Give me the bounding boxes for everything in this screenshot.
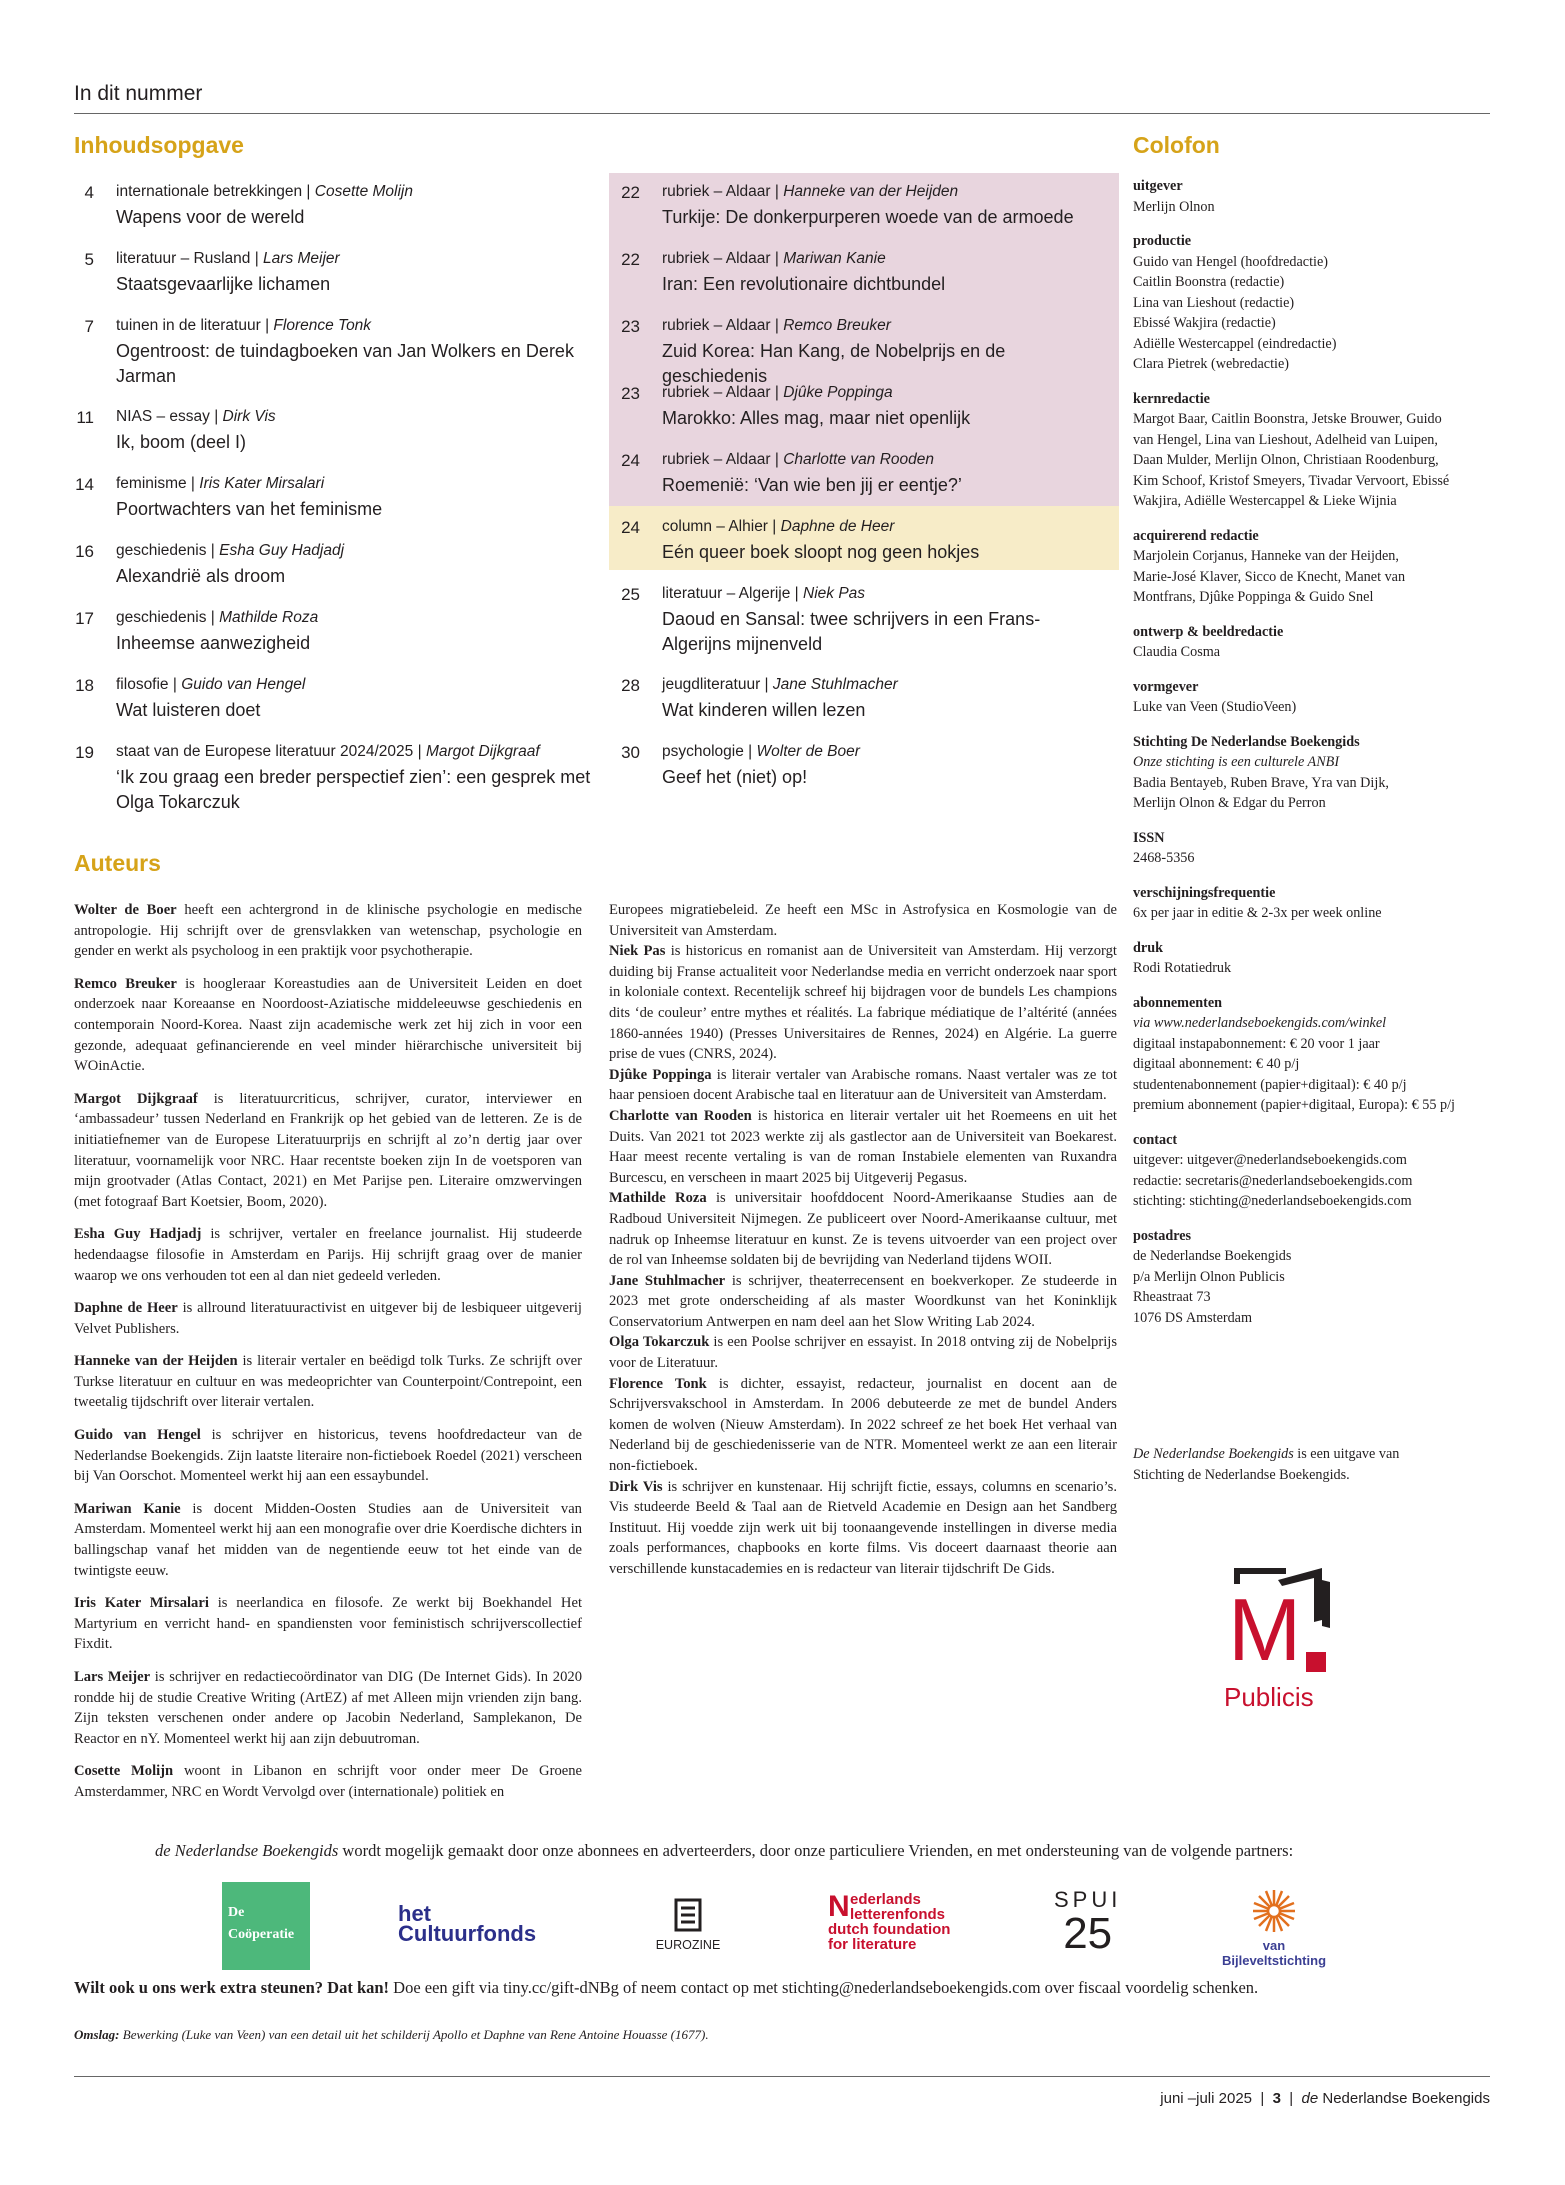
author-name: Daphne de Heer bbox=[74, 1300, 178, 1317]
colofon-line: digitaal abonnement: € 40 p/j bbox=[1133, 1056, 1300, 1072]
colofon-heading-item: abonnementen bbox=[1133, 994, 1223, 1011]
letterenfonds-logo: N ederlands letterenfonds dutch foundation for literature bbox=[828, 1890, 951, 1953]
colofon-heading-item: ontwerp & beeldredactie bbox=[1133, 623, 1284, 640]
spui25-logo: SPUI 25 bbox=[1054, 1887, 1122, 1958]
toc-author: Jane Stuhlmacher bbox=[772, 676, 898, 693]
toc-author: Dirk Vis bbox=[222, 408, 276, 425]
logo-letter: M bbox=[1228, 1580, 1302, 1679]
colofon-line: Kim Schoof, Kristof Smeyers, Tivadar Vervoort, Ebissé bbox=[1133, 472, 1450, 489]
toc-author: Wolter de Boer bbox=[756, 743, 860, 760]
author-name: Hanneke van der Heijden bbox=[74, 1353, 238, 1370]
authors-heading: Auteurs bbox=[74, 850, 161, 876]
toc-category: filosofie | bbox=[116, 676, 182, 693]
toc-page-number: 24 bbox=[621, 518, 640, 537]
author-bio bbox=[609, 1374, 1117, 1477]
colofon-line: de Nederlandse Boekengids bbox=[1133, 1248, 1292, 1264]
toc-page-number: 17 bbox=[75, 609, 94, 628]
toc-meta bbox=[116, 183, 413, 201]
toc-title: Ogentroost: de tuindagboeken van Jan Wolkers en Derek Jarman bbox=[116, 341, 574, 386]
colofon-line: Merlijn Olnon & Edgar du Perron bbox=[1133, 795, 1326, 811]
author-bio bbox=[609, 1188, 1117, 1270]
author-name: Jane Stuhlmacher bbox=[609, 1272, 726, 1289]
cover-credit: Omslag: Bewerking (Luke van Veen) van een detail uit het schilderij Apollo et Daphne van Rene Antoine Houasse (1677). bbox=[74, 2027, 709, 2042]
toc-title: Wapens voor de wereld bbox=[116, 207, 305, 227]
toc-page-number: 18 bbox=[75, 676, 94, 695]
author-name: Remco Breuker bbox=[74, 975, 177, 992]
toc-author: Lars Meijer bbox=[263, 250, 340, 267]
colofon bbox=[1133, 176, 1493, 1328]
author-name: Iris Kater Mirsalari bbox=[74, 1595, 209, 1612]
author-name: Dirk Vis bbox=[609, 1478, 663, 1495]
toc-author: Cosette Molijn bbox=[314, 183, 413, 200]
author-name: Niek Pas bbox=[609, 943, 666, 960]
toc-author: Niek Pas bbox=[803, 585, 866, 602]
toc-page-number: 25 bbox=[621, 585, 640, 604]
toc-title: Iran: Een revolutionaire dichtbundel bbox=[662, 274, 946, 294]
colofon-line: van Hengel, Lina van Lieshout, Adelheid van Luipen, bbox=[1133, 431, 1438, 448]
eurozine-logo: EUROZINE bbox=[648, 1898, 728, 1952]
colofon-heading-item: contact bbox=[1133, 1131, 1178, 1148]
toc-category: rubriek – Aldaar | bbox=[662, 451, 784, 468]
toc-title: Poortwachters van het feminisme bbox=[116, 499, 383, 519]
author-bio bbox=[74, 1667, 582, 1749]
toc-meta bbox=[116, 609, 318, 627]
toc-page-number: 22 bbox=[621, 183, 640, 202]
author-name: Wolter de Boer bbox=[74, 902, 177, 918]
colofon-heading: Colofon bbox=[1133, 132, 1220, 158]
toc-author: Djûke Poppinga bbox=[783, 384, 893, 401]
author-text: is universitair hoofddocent Noord-Amerikaanse Studies aan de Radboud Universiteit Nijmegen. Ze publiceert over Noord-Amerikaanse cultuur, met nadruk op Inheemse literatuur en kunst. Ze is tevens uitvoerder van een project over de rol van Inheemse soldaten bij de bevrijding van Nederland tijdens WOII. bbox=[609, 1190, 1117, 1269]
colofon-line: Caitlin Boonstra (redactie) bbox=[1133, 274, 1285, 290]
toc-page-number: 5 bbox=[84, 250, 94, 269]
colofon-line: premium abonnement (papier+digitaal, Europa): € 55 p/j bbox=[1133, 1097, 1456, 1113]
toc-meta bbox=[662, 317, 891, 335]
toc-meta bbox=[116, 250, 340, 268]
colofon-line: Claudia Cosma bbox=[1133, 644, 1221, 660]
toc-page-number: 24 bbox=[621, 451, 640, 470]
toc-title: Geef het (niet) op! bbox=[662, 767, 808, 787]
cultuurfonds-logo: het Cultuurfonds bbox=[398, 1901, 537, 1946]
toc-title: ‘Ik zou graag een breder perspectief zien’: een gesprek met Olga Tokarczuk bbox=[116, 767, 591, 812]
toc-author: Charlotte van Rooden bbox=[783, 451, 934, 468]
author-bio bbox=[609, 1106, 1117, 1188]
toc-category: rubriek – Aldaar | bbox=[662, 317, 784, 334]
toc-meta bbox=[662, 743, 860, 761]
author-text: is docent Midden-Oosten Studies aan de Universiteit van Amsterdam. Momenteel werkt hij aan een monografie over drie Koerdische dichters in ballingschap vanaf het midden van de negentiende eeuw tot het einde van de twintigste eeuw. bbox=[74, 1500, 582, 1579]
toc-author: Iris Kater Mirsalari bbox=[199, 475, 325, 492]
colofon-line: Rodi Rotatiedruk bbox=[1133, 960, 1232, 976]
section-label: In dit nummer bbox=[74, 82, 203, 105]
toc-category: rubriek – Aldaar | bbox=[662, 183, 784, 200]
toc-title: Marokko: Alles mag, maar niet openlijk bbox=[662, 408, 971, 428]
author-text: is schrijver en historicus, tevens hoofdredacteur van de Nederlandse Boekengids. Zijn laatste literaire non-fictieboek Roedel (2021) verscheen bij Van Oorschot. Momenteel werkt hij aan een essaybundel. bbox=[74, 1427, 583, 1485]
colofon-heading-item: vormgever bbox=[1133, 678, 1199, 695]
colofon-line: Guido van Hengel (hoofdredactie) bbox=[1133, 253, 1329, 270]
toc-page-number: 23 bbox=[621, 384, 640, 403]
author-name: Guido van Hengel bbox=[74, 1427, 201, 1444]
colofon-line: redactie: secretaris@nederlandseboekengids.com bbox=[1133, 1172, 1413, 1189]
toc-page-number: 30 bbox=[621, 743, 640, 762]
toc-title: Zuid Korea: Han Kang, de Nobelprijs en de geschiedenis bbox=[662, 341, 1006, 386]
toc-category: literatuur – Rusland | bbox=[116, 250, 264, 267]
colofon-heading-item: uitgever bbox=[1133, 178, 1183, 194]
toc-author: Margot Dijkgraaf bbox=[425, 743, 540, 760]
colofon-heading-item: postadres bbox=[1133, 1227, 1192, 1244]
author-bio bbox=[609, 941, 1117, 1065]
author-text: is literair vertaler van Arabische romans. Naast vertaler was ze tot haar pensioen docent Arabische taal en literatuur aan de Universiteit van Amsterdam. bbox=[609, 1066, 1118, 1104]
toc-right-column bbox=[614, 183, 1114, 823]
toc-meta bbox=[116, 743, 540, 761]
colofon-line: Merlijn Olnon bbox=[1133, 198, 1215, 215]
author-text: is schrijver, vertaler en freelance journalist. Hij studeerde hedendaagse filosofie in Amsterdam en Parijs. Hij schrijft graag over de manier waarop we ons verhouden tot een al dan niet gedeeld verleden. bbox=[74, 1226, 583, 1284]
colofon-line: Luke van Veen (StudioVeen) bbox=[1133, 699, 1297, 715]
author-bio bbox=[609, 1065, 1117, 1106]
author-bio bbox=[74, 1593, 582, 1655]
colofon-heading-item: verschijningsfrequentie bbox=[1133, 884, 1276, 901]
author-text: is historicus en romanist aan de Universiteit van Amsterdam. Hij verzorgt duiding bij Franse actualiteit voor Nederlandse media en verricht onderzoek naar sport in koloniale context. Recentelijk schreef hij bijdragen voor de bundels Les champions dits ‘de couleur’ entre mythes et réalités. La fabrique médiatique de l’altérité (années 1860-années 1940) (Presses Universitaires de Rennes, 2024) en Algérie. La guerre prise de vues (CNRS, 2024). bbox=[609, 943, 1117, 1063]
author-name: Olga Tokarczuk bbox=[609, 1334, 710, 1351]
author-name: Djûke Poppinga bbox=[609, 1066, 712, 1083]
toc-page-number: 16 bbox=[75, 542, 94, 561]
author-text: is neerlandica en filosofe. Ze werkt bij Boekhandel Het Martyrium en verricht hand- en spandiensten voor feministisch schrijverscollectief Fixdit. bbox=[74, 1595, 582, 1653]
colofon-line: Marjolein Corjanus, Hanneke van der Heijden, bbox=[1133, 548, 1399, 564]
colofon-line: Daan Mulder, Merlijn Olnon, Christiaan Roodenburg, bbox=[1133, 452, 1439, 468]
colofon-line: 6x per jaar in editie & 2-3x per week online bbox=[1133, 905, 1382, 921]
author-name: Mathilde Roza bbox=[609, 1190, 707, 1207]
page-footer: juni –juli 2025 | 3 | de Nederlandse Boekengids bbox=[1160, 2090, 1490, 2107]
toc-author: Mariwan Kanie bbox=[783, 250, 886, 267]
colofon-line: digitaal instapabonnement: € 20 voor 1 jaar bbox=[1133, 1035, 1380, 1052]
author-name: Mariwan Kanie bbox=[74, 1500, 181, 1517]
toc-page-number: 19 bbox=[75, 743, 94, 762]
colofon-line: stichting: stichting@nederlandseboekengids.com bbox=[1133, 1193, 1412, 1209]
colofon-line: Margot Baar, Caitlin Boonstra, Jetske Brouwer, Guido bbox=[1133, 411, 1442, 427]
toc-page-number: 23 bbox=[621, 317, 640, 336]
author-text: is schrijver, theaterrecensent en boekverkoper. Ze studeerde in 2023 met grote onderscheiding af als master Woordkunst van het Koninklijk Conservatorium Antwerpen en nam deel aan het Slow Writing Lab 2024. bbox=[609, 1272, 1117, 1330]
cooperatie-logo: De Coöperatie bbox=[222, 1882, 310, 1970]
author-text: is schrijver en kunstenaar. Hij schrijft fictie, essays, columns en scenario’s. Vis studeerde Beeld & Taal aan de Rietveld Academie en Design aan het Sandberg Instituut. Hij voedde zijn werk uit bij toonaangevende instellingen in diverse media zoals performances, chapbooks en korte films. Vis doceert daarnaast theorie aan verschillende kunstacademies en is redacteur van literair tijdschrift De Gids. bbox=[609, 1478, 1117, 1577]
colofon-heading-item: ISSN bbox=[1133, 829, 1165, 846]
eurozine-icon bbox=[671, 1898, 705, 1932]
toc-page-number: 22 bbox=[621, 250, 640, 269]
publicis-logo bbox=[1226, 1560, 1336, 1720]
colofon-line: p/a Merlijn Olnon Publicis bbox=[1133, 1268, 1285, 1285]
toc-meta bbox=[116, 317, 371, 335]
author-bio bbox=[74, 1499, 582, 1581]
toc-title: Ik, boom (deel I) bbox=[116, 432, 247, 452]
author-bio bbox=[74, 900, 582, 962]
logo-word: Publicis bbox=[1224, 1682, 1314, 1712]
colofon-heading-item: Stichting De Nederlandse Boekengids bbox=[1133, 733, 1360, 750]
toc-title: Staatsgevaarlijke lichamen bbox=[116, 274, 331, 294]
toc-author: Hanneke van der Heijden bbox=[783, 183, 959, 200]
toc-category: jeugdliteratuur | bbox=[662, 676, 773, 693]
toc-author: Daphne de Heer bbox=[780, 518, 895, 535]
toc-author: Florence Tonk bbox=[273, 317, 372, 334]
author-name: Lars Meijer bbox=[74, 1669, 151, 1685]
author-bio bbox=[609, 1271, 1117, 1333]
author-bio bbox=[74, 1425, 582, 1487]
toc-meta bbox=[662, 250, 886, 268]
toc-category: rubriek – Aldaar | bbox=[662, 384, 784, 401]
toc-page-number: 28 bbox=[621, 676, 640, 695]
author-name: Margot Dijkgraaf bbox=[74, 1090, 198, 1107]
toc-title: Wat kinderen willen lezen bbox=[662, 700, 866, 720]
author-name: Esha Guy Hadjadj bbox=[74, 1226, 202, 1243]
toc-title: Eén queer boek sloopt nog geen hokjes bbox=[662, 542, 980, 562]
author-text: is literatuurcriticus, schrijver, curator, interviewer en ‘ambassadeur’ tussen Nederland en Frankrijk op het gebied van de letteren. Ze is de initiatiefnemer van de Europese Literatuurprijs en schrijft al zo’n dertig jaar over literatuur, voornamelijk voor NRC. Haar recentste boeken zijn In de voetsporen van mijn grootvader (Atlas Contact, 2021) en Met Parijse pen. Literaire omzwervingen (met fotograaf Bart Koetsier, Boom, 2020). bbox=[74, 1090, 582, 1210]
toc-author: Guido van Hengel bbox=[181, 676, 306, 693]
authors-col1 bbox=[74, 900, 582, 1815]
colofon-line: Montfrans, Djûke Poppinga & Guido Snel bbox=[1133, 589, 1374, 605]
toc-meta bbox=[116, 408, 276, 426]
toc-category: NIAS – essay | bbox=[116, 408, 223, 425]
author-text: heeft een achtergrond in de klinische psychologie en medische antropologie. Hij schrijft over de grensvlakken van wetenschap, psychologie en gender en werkt als psycholoog in een praktijk voor psychotherapie. bbox=[74, 902, 582, 960]
colofon-line: Lina van Lieshout (redactie) bbox=[1133, 294, 1295, 311]
colofon-line: Marie-José Klaver, Sicco de Knecht, Manet van bbox=[1133, 568, 1406, 585]
author-bio bbox=[74, 1089, 582, 1213]
author-text: is dichter, essayist, redacteur, journalist en docent aan de Schrijversvakschool in Amsterdam. In 2006 debuteerde ze met de bundel Anders komen de wolven (Nieuw Amsterdam). In 2022 schreef ze het boek Het verhaal van Nederland bij de geschiedenisserie van de NTR. Momenteel werkt ze aan een literair non-fictieboek. bbox=[609, 1375, 1117, 1475]
author-bio bbox=[74, 1224, 582, 1286]
author-bio bbox=[74, 1761, 582, 1802]
author-text: woont in Libanon en schrijft voor onder meer De Groene Amsterdammer, NRC en Wordt Vervolgd over (internationale) politiek en bbox=[74, 1763, 582, 1800]
toc-category: staat van de Europese literatuur 2024/2025 | bbox=[116, 743, 426, 760]
support-line: Wilt ook u ons werk extra steunen? Dat kan! Doe een gift via tiny.cc/gift-dNBg of neem contact op met stichting@nederlandseboekengids.com over fiscaal voordelig schenken. bbox=[74, 1978, 1259, 1997]
toc-meta bbox=[116, 542, 344, 560]
author-bio bbox=[609, 900, 1117, 941]
toc-author: Mathilde Roza bbox=[219, 609, 319, 626]
colofon-line: studentenabonnement (papier+digitaal): € 40 p/j bbox=[1133, 1076, 1407, 1093]
author-bio bbox=[74, 974, 582, 1077]
authors-col2 bbox=[609, 900, 1117, 1580]
colofon-line: Badia Bentayeb, Ruben Brave, Yra van Dijk, bbox=[1133, 774, 1389, 791]
toc-category: column – Alhier | bbox=[662, 518, 781, 535]
colofon-line: 2468-5356 bbox=[1133, 850, 1195, 866]
colofon-note: De Nederlandse Boekengids is een uitgave van Stichting de Nederlandse Boekengids. bbox=[1133, 1446, 1400, 1483]
toc-title: Roemenië: ‘Van wie ben jij er eentje?’ bbox=[662, 475, 962, 495]
toc-meta bbox=[662, 451, 934, 469]
colofon-line: uitgever: uitgever@nederlandseboekengids.com bbox=[1133, 1152, 1407, 1168]
toc-meta bbox=[662, 676, 898, 694]
colofon-line: 1076 DS Amsterdam bbox=[1133, 1309, 1253, 1326]
toc-meta bbox=[116, 676, 305, 694]
footer-rule bbox=[74, 2076, 1490, 2077]
toc-page-number: 14 bbox=[75, 475, 94, 494]
colofon-line: Clara Pietrek (webredactie) bbox=[1133, 356, 1289, 372]
bijveltstichting-logo: van Bijleveltstichting bbox=[1212, 1886, 1336, 1968]
author-name: Cosette Molijn bbox=[74, 1763, 174, 1780]
toc-category: rubriek – Aldaar | bbox=[662, 250, 784, 267]
author-name: Florence Tonk bbox=[609, 1375, 707, 1392]
starburst-icon bbox=[1249, 1886, 1299, 1936]
colofon-italic-line: Onze stichting is een culturele ANBI bbox=[1133, 754, 1340, 770]
colofon-line: Wakjira, Adiëlle Westercappel & Lieke Wijnia bbox=[1133, 493, 1397, 509]
colofon-line: Ebissé Wakjira (redactie) bbox=[1133, 315, 1276, 331]
toc-category: internationale betrekkingen | bbox=[116, 183, 315, 200]
author-name: Charlotte van Rooden bbox=[609, 1107, 752, 1124]
author-text: Europees migratiebeleid. Ze heeft een MSc in Astrofysica en Kosmologie van de Universiteit van Amsterdam. bbox=[609, 902, 1117, 939]
toc-title: Turkije: De donkerpurperen woede van de armoede bbox=[662, 207, 1074, 227]
toc-author: Remco Breuker bbox=[783, 317, 891, 334]
toc-meta bbox=[662, 183, 958, 201]
colofon-italic-line: via www.nederlandseboekengids.com/winkel bbox=[1133, 1015, 1387, 1031]
toc-meta bbox=[662, 585, 865, 603]
author-bio bbox=[74, 1298, 582, 1339]
colofon-heading-item: acquirerend redactie bbox=[1133, 527, 1259, 544]
author-bio bbox=[74, 1351, 582, 1413]
toc-category: tuinen in de literatuur | bbox=[116, 317, 274, 334]
toc-page-number: 4 bbox=[84, 183, 94, 202]
toc-heading: Inhoudsopgave bbox=[74, 132, 244, 158]
author-text: is schrijver en redactiecoördinator van DIG (De Internet Gids). In 2020 rondde hij de studie Creative Writing (ArtEZ) af met Alleen mijn vrienden zijn bang. Zijn teksten verschenen onder andere op Jacobin Nederland, Samplekanon, De Reactor en nY. Momenteel werkt hij aan zijn debuutroman. bbox=[74, 1669, 582, 1747]
toc-left-column bbox=[68, 183, 598, 823]
toc-title: Inheemse aanwezigheid bbox=[116, 633, 311, 653]
toc-title: Wat luisteren doet bbox=[116, 700, 261, 720]
toc-meta bbox=[662, 518, 894, 536]
letterenfonds-n-icon: N bbox=[828, 1890, 850, 1923]
page-header bbox=[74, 80, 1490, 114]
toc-author: Esha Guy Hadjadj bbox=[219, 542, 345, 559]
toc-category: psychologie | bbox=[662, 743, 757, 760]
toc-page-number: 11 bbox=[76, 408, 94, 427]
toc-page-number: 7 bbox=[84, 317, 94, 336]
colofon-heading-item: productie bbox=[1133, 233, 1192, 249]
author-text: is hoogleraar Koreastudies aan de Universiteit Leiden en doet onderzoek naar Koreaanse en Noordoost-Aziatische middeleeuwse geschiedenis en contemporain Noord-Korea. Naast zijn academische werk zet hij zich in voor een gezonde, adequaat gefinancierende en veel minder hiërarchische universiteit bij WOinActie. bbox=[74, 975, 582, 1075]
author-bio bbox=[609, 1477, 1117, 1580]
colofon-heading-item: druk bbox=[1133, 939, 1163, 956]
colofon-line: Rheastraat 73 bbox=[1133, 1289, 1211, 1305]
partners-line: de Nederlandse Boekengids wordt mogelijk gemaakt door onze abonnees en adverteerders, door onze particuliere Vrienden, en met ondersteuning van de volgende partners: bbox=[155, 1841, 1294, 1860]
toc-category: literatuur – Algerije | bbox=[662, 585, 804, 602]
toc-meta bbox=[116, 475, 324, 493]
colofon-line: Adiëlle Westercappel (eindredactie) bbox=[1133, 335, 1337, 352]
author-text: is historica en literair vertaler uit het Roemeens en uit het Duits. Van 2021 tot 2023 werkte zij als gastlector aan de Universiteit van Boekarest. Haar meest recente vertaling is van de roman Instabiele elementen van Ruxandra Burcescu, en verscheen in maart 2025 bij Uitgeverij Pegasus. bbox=[609, 1107, 1117, 1186]
toc-meta bbox=[662, 384, 893, 402]
author-text: is allround literatuuractivist en uitgever bij de lesbiqueer uitgeverij Velvet Publishers. bbox=[74, 1300, 582, 1337]
colofon-heading-item: kernredactie bbox=[1133, 390, 1210, 407]
logo-square bbox=[1306, 1652, 1326, 1672]
toc-category: geschiedenis | bbox=[116, 542, 220, 559]
author-bio bbox=[609, 1332, 1117, 1373]
toc-title: Alexandrië als droom bbox=[116, 566, 286, 586]
toc-category: feminisme | bbox=[116, 475, 200, 492]
author-text: is literair vertaler en beëdigd tolk Turks. Ze schrijft over Turkse literatuur en cultuur en was medeoprichter van Counterpoint/Contrepoint, een tweetalig tijdschrift over literair vertalen. bbox=[74, 1353, 582, 1411]
toc-title: Daoud en Sansal: twee schrijvers in een Frans-Algerijns mijnenveld bbox=[662, 609, 1041, 654]
toc-category: geschiedenis | bbox=[116, 609, 220, 626]
author-text: is een Poolse schrijver en essayist. In 2018 ontving zij de Nobelprijs voor de Literatuur. bbox=[609, 1334, 1117, 1372]
